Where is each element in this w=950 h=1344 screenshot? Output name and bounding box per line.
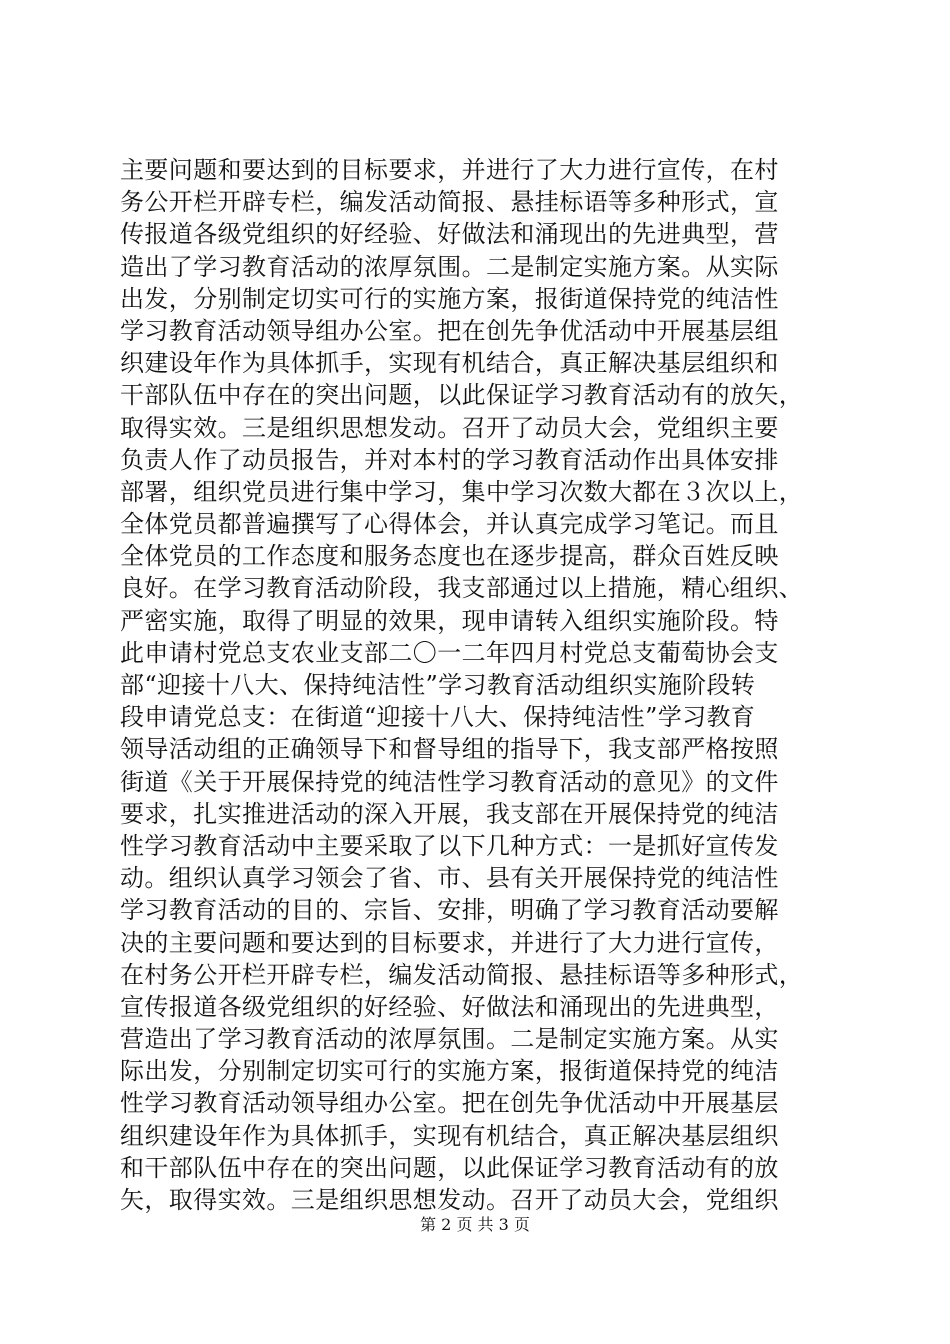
text-line: 际出发，分别制定切实可行的实施方案，报街道保持党的纯洁 (120, 1057, 779, 1086)
page-number-footer: 第 2 页 共 3 页 (420, 1215, 530, 1234)
text-line: 全体党员的工作态度和服务态度也在逐步提高，群众百姓反映 (120, 542, 779, 571)
text-line: 负责人作了动员报告，并对本村的学习教育活动作出具体安排 (120, 445, 779, 474)
text-line: 街道《关于开展保持党的纯洁性学习教育活动的意见》的文件 (120, 767, 779, 796)
text-line: 此申请村党总支农业支部二〇一二年四月村党总支葡萄协会支 (120, 638, 779, 667)
text-line: 部署，组织党员进行集中学习，集中学习次数大都在３次以上， (120, 477, 804, 506)
text-line: 良好。在学习教育活动阶段，我支部通过以上措施，精心组织、 (120, 574, 804, 603)
text-line: 干部队伍中存在的突出问题，以此保证学习教育活动有的放矢， (120, 381, 804, 410)
text-line: 学习教育活动的目的、宗旨、安排，明确了学习教育活动要解 (120, 896, 779, 925)
text-line: 宣传报道各级党组织的好经验、好做法和涌现出的先进典型， (120, 992, 779, 1021)
text-line: 出发，分别制定切实可行的实施方案，报街道保持党的纯洁性 (120, 284, 779, 313)
document-body (120, 154, 840, 1216)
text-line: 组织建设年作为具体抓手，实现有机结合，真正解决基层组织 (120, 1121, 779, 1150)
text-line: 性学习教育活动领导组办公室。把在创先争优活动中开展基层 (120, 1089, 779, 1118)
text-line: 段申请党总支：在街道“迎接十八大、保持纯洁性”学习教育 (120, 703, 756, 732)
text-line: 主要问题和要达到的目标要求，并进行了大力进行宣传，在村 (120, 156, 779, 184)
text-line: 部“迎接十八大、保持纯洁性”学习教育活动组织实施阶段转 (120, 671, 756, 699)
text-line: 务公开栏开辟专栏，编发活动简报、悬挂标语等多种形式，宣 (120, 188, 779, 217)
text-line: 领导活动组的正确领导下和督导组的指导下，我支部严格按照 (120, 735, 779, 764)
text-line: 传报道各级党组织的好经验、好做法和涌现出的先进典型，营 (120, 220, 779, 249)
text-line: 全体党员都普遍撰写了心得体会，并认真完成学习笔记。而且 (120, 510, 779, 539)
text-line: 要求，扎实推进活动的深入开展，我支部在开展保持党的纯洁 (120, 799, 779, 828)
text-line: 决的主要问题和要达到的目标要求，并进行了大力进行宣传， (120, 928, 779, 957)
text-line: 取得实效。三是组织思想发动。召开了动员大会，党组织主要 (120, 413, 779, 442)
text-line: 营造出了学习教育活动的浓厚氛围。二是制定实施方案。从实 (120, 1025, 779, 1054)
text-line: 造出了学习教育活动的浓厚氛围。二是制定实施方案。从实际 (120, 252, 779, 281)
text-line: 矢，取得实效。三是组织思想发动。召开了动员大会，党组织 (120, 1186, 779, 1214)
text-line: 和干部队伍中存在的突出问题，以此保证学习教育活动有的放 (120, 1153, 779, 1182)
text-line: 织建设年作为具体抓手，实现有机结合，真正解决基层组织和 (120, 349, 779, 378)
text-line: 性学习教育活动中主要采取了以下几种方式：一是抓好宣传发 (120, 831, 779, 860)
text-line: 学习教育活动领导组办公室。把在创先争优活动中开展基层组 (120, 316, 779, 345)
text-line: 动。组织认真学习领会了省、市、县有关开展保持党的纯洁性 (120, 864, 779, 893)
text-line: 严密实施，取得了明显的效果，现申请转入组织实施阶段。特 (120, 606, 779, 635)
text-line: 在村务公开栏开辟专栏，编发活动简报、悬挂标语等多种形式， (120, 960, 804, 989)
